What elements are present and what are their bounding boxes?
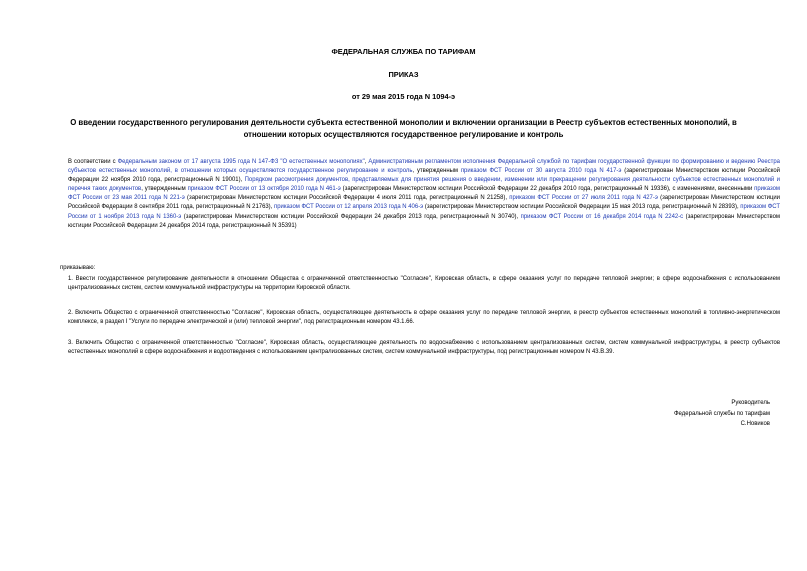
signature-block — [674, 398, 770, 430]
link-order-2242[interactable]: приказом ФСТ России от 16 декабря 2014 года N 2242-с — [520, 213, 684, 220]
preamble-text: (зарегистрирован Министерством юстиции Российской Федерации 24 декабря 2013 года, регистрационный N 30740), — [181, 213, 521, 220]
preamble-text: , утвержденным — [412, 168, 461, 175]
link-federal-law[interactable]: Федеральным законом от 17 августа 1995 года N 147-ФЗ "О естественных монополиях" — [117, 159, 365, 165]
signature-organization: Федеральной службы по тарифам — [674, 410, 770, 417]
signature-name: С.Новиков — [740, 421, 770, 427]
orders-word: приказываю: — [60, 265, 96, 271]
order-item-2: 2. Включить Общество с ограниченной ответственностью "Согласие", Кировская область, осуществляющее деятельность в сфере оказания услуг по передаче тепловой энергии, в реестр субъектов естественных монополий в топливно-энергетическом комплексе, в раздел I "Услуги по передаче электрической и (или) тепловой энергии", под регистрационным номером 43.1.66. — [68, 310, 780, 326]
document-title: О введении государственного регулирования деятельности субъекта естественной монополии и включении организации в Реестр субъектов естественных монополий, в отношении которых осуществляются государственное регулирование и контроль — [70, 118, 737, 139]
link-order-427[interactable]: приказом ФСТ России от 27 июля 2011 года N 427-э — [509, 195, 658, 202]
link-order-461[interactable]: приказом ФСТ России от 13 октября 2010 года N 461-э — [187, 186, 341, 193]
link-admin-regulation[interactable]: Административным регламентом исполнения Федеральной службой по тарифам государственной функции по формированию и ведению Реестра субъектов естественных монополий, в отношении которых осуществляются государственное регулирование и контроль — [68, 159, 780, 175]
signature-position: Руководитель — [731, 400, 770, 406]
preamble-text: В соответствии с — [68, 159, 118, 165]
link-order-406[interactable]: приказом ФСТ России от 12 апреля 2013 года N 406-э — [273, 204, 424, 211]
preamble-text: (зарегистрирован Министерством юстиции Российской Федерации 8 сентября 2011 года, регистрационный N 21763), — [68, 195, 780, 211]
agency-heading: ФЕДЕРАЛЬНАЯ СЛУЖБА ПО ТАРИФАМ — [331, 47, 476, 56]
document-date-number: от 29 мая 2015 года N 1094-э — [351, 92, 456, 101]
preamble-text: (зарегистрирован Министерством юстиции Российской Федерации 4 июля 2011 года, регистрационный N 21258), — [184, 195, 510, 202]
link-review-procedure[interactable]: Порядком рассмотрения документов, представляемых для принятия решения о введении, изменении или прекращении регулирования деятельности субъектов естественных монополий и перечня таких документов — [68, 177, 780, 193]
link-order-1360[interactable]: приказом ФСТ России от 1 ноября 2013 года N 1360-э — [68, 204, 781, 220]
order-item-3: 3. Включить Общество с ограниченной ответственностью "Согласие", Кировская область, осуществляющее деятельность по водоснабжению с использованием централизованных систем, систем коммунальной инфраструктуры, в реестр субъектов естественных монополий в сфере водоснабжения и водоотведения с использованием централизованных систем, систем коммунальной инфраструктуры, под регистрационным номером N 43.В.39. — [68, 340, 780, 356]
preamble-text: (зарегистрирован Министерством юстиции Российской Федерации 22 ноября 2010 года, регистрационный N 19001), — [68, 168, 780, 184]
preamble-text: (зарегистрирован Министерством юстиции Российской Федерации 22 декабря 2010 года, регистрационный N 19336), с изменениями, внесенными — [340, 186, 755, 193]
preamble-text: , утвержденным — [141, 186, 188, 193]
document-type: ПРИКАЗ — [388, 70, 419, 79]
preamble-text: (зарегистрирован Министерством юстиции Российской Федерации 15 мая 2013 года, регистрационный N 28393), — [423, 204, 741, 211]
preamble-paragraph — [60, 158, 780, 231]
preamble-text: (зарегистрирован Министерством юстиции Российской Федерации 24 декабря 2014 года, регистрационный N 35391) — [68, 213, 780, 229]
link-order-221[interactable]: приказом ФСТ России от 23 мая 2011 года N 221-э — [68, 186, 780, 202]
preamble-text: , — [364, 159, 369, 165]
link-order-417[interactable]: приказом ФСТ России от 30 августа 2010 года N 417-э — [460, 168, 622, 175]
order-item-1: 1. Ввести государственное регулирование деятельности в отношении Общества с ограниченной ответственностью "Согласие", Кировская область, в сфере оказания услуг по передаче тепловой энергии; в сфере водоснабжения с использованием централизованных систем, систем коммунальной инфраструктуры на территории Кировской области. — [68, 276, 780, 292]
